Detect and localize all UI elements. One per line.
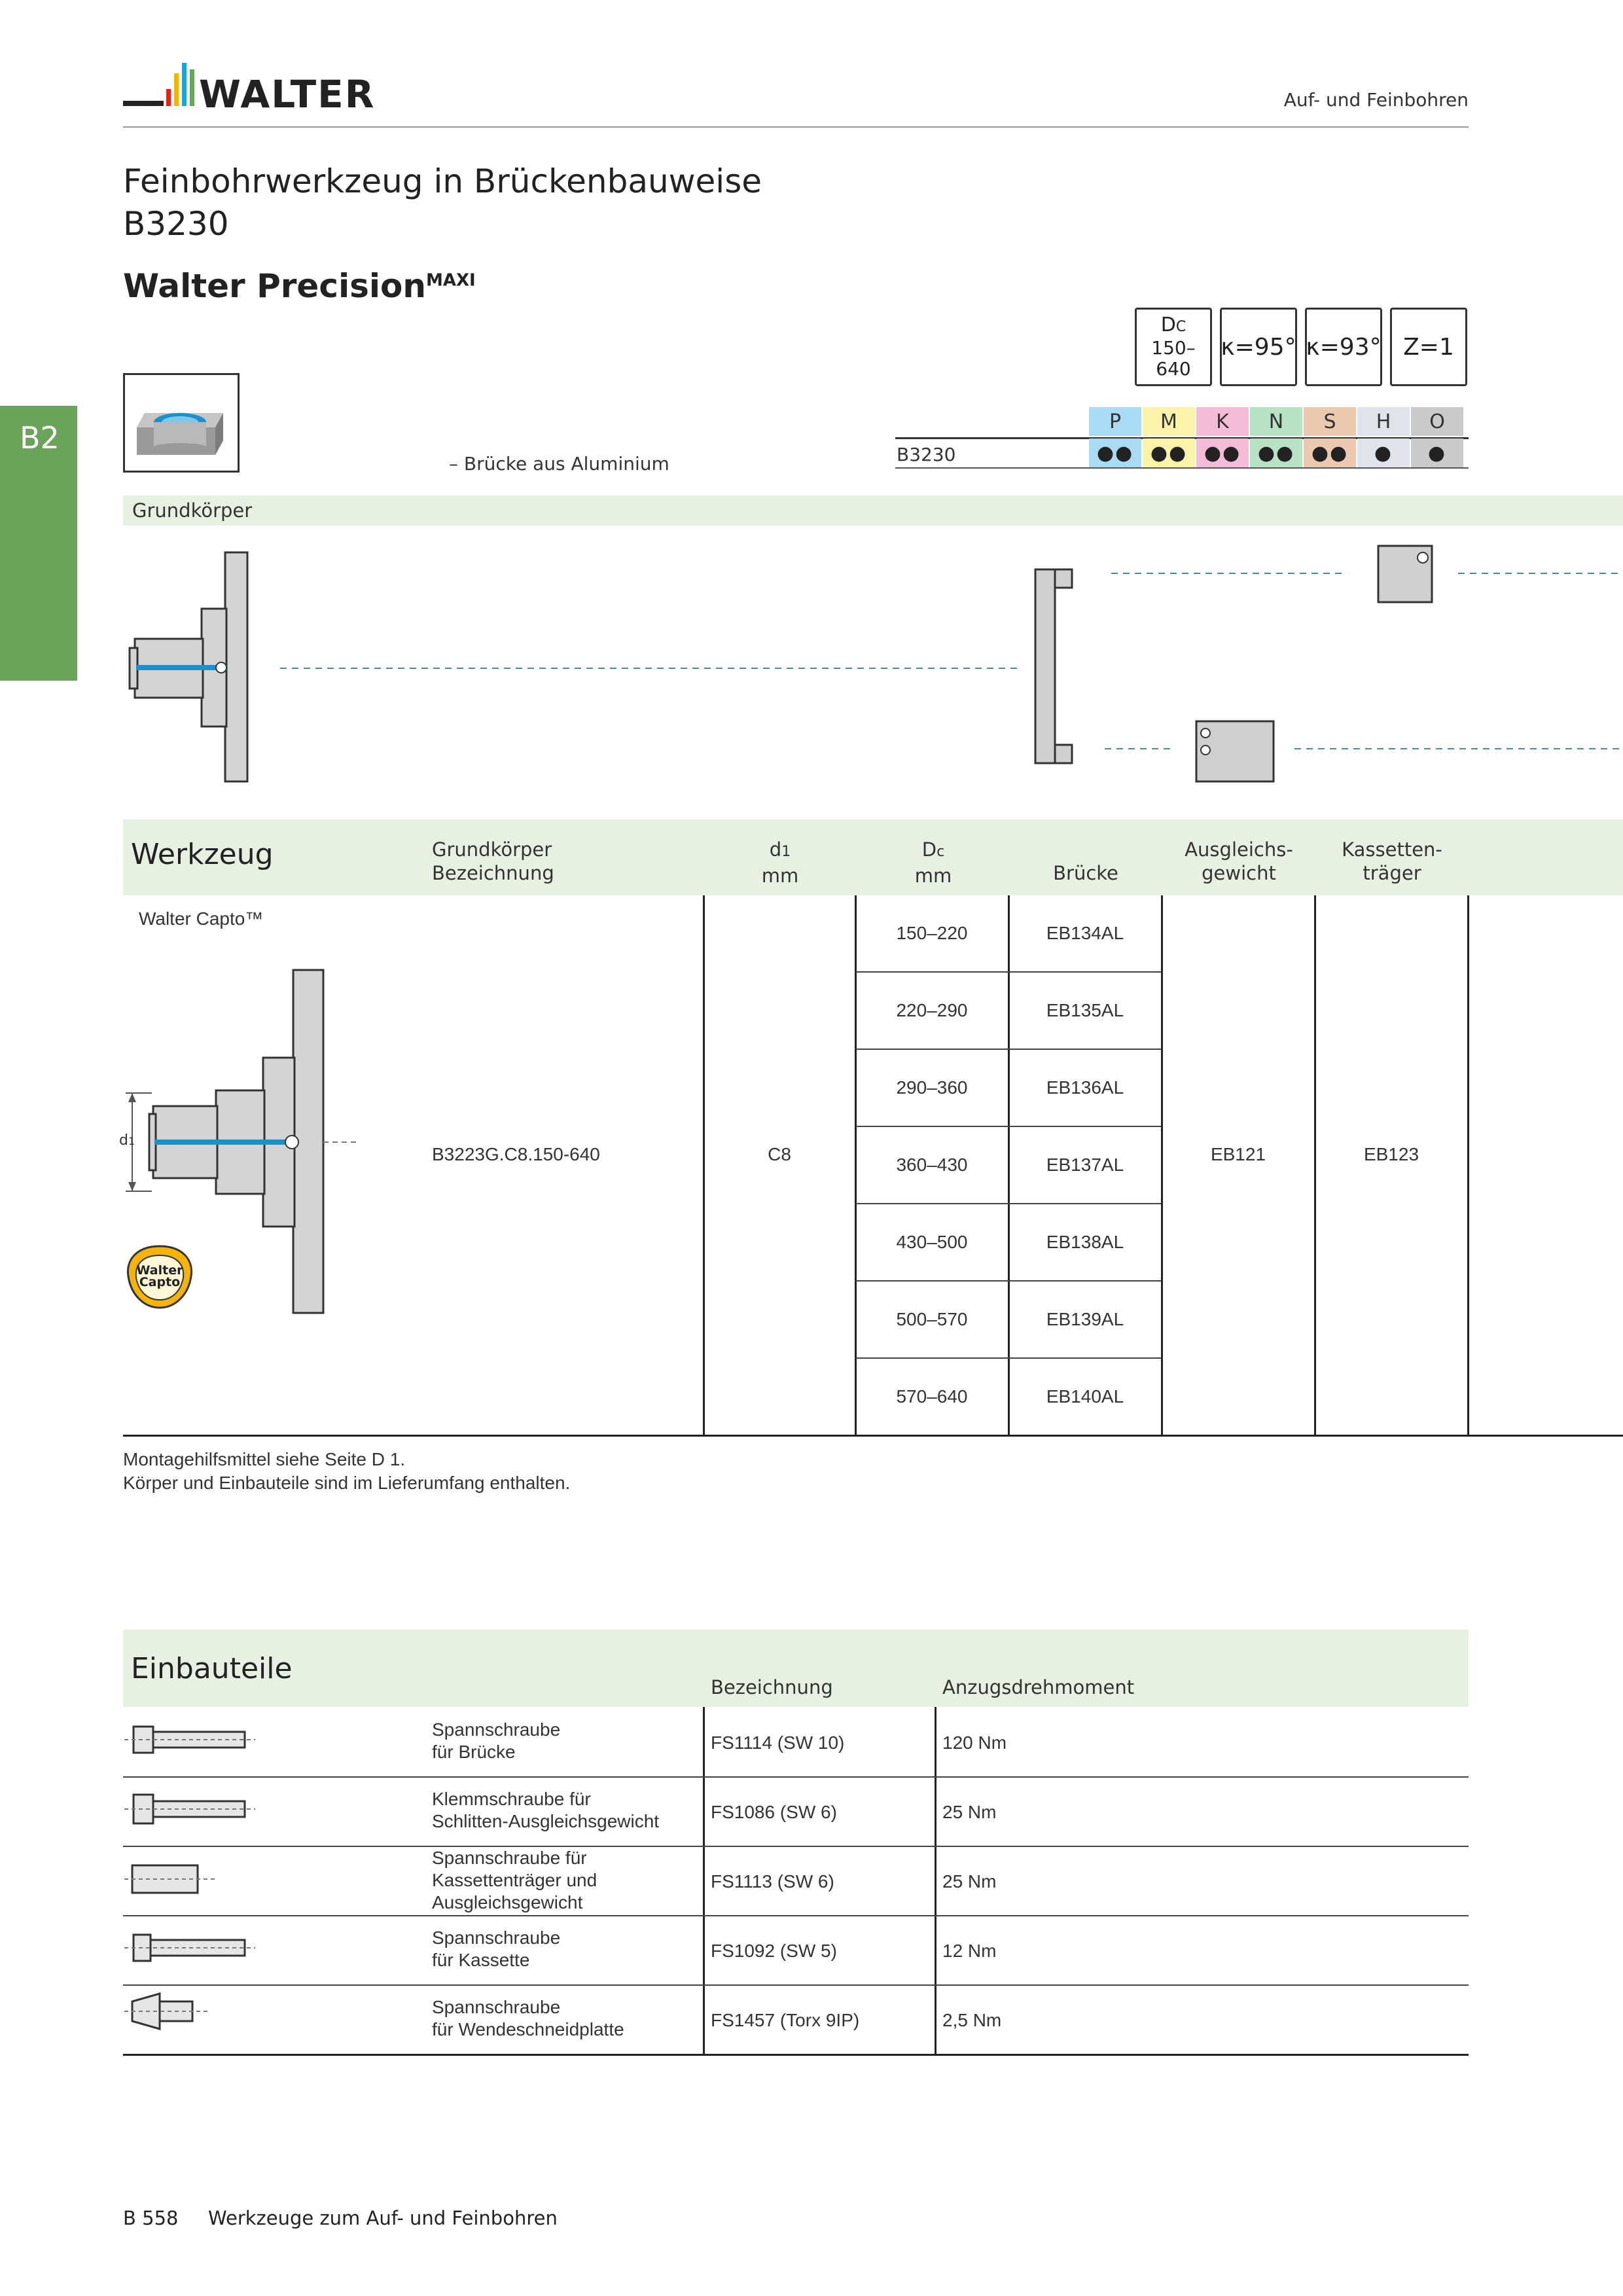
rating-p-dots: ●● <box>1096 441 1134 465</box>
bridge-material-note: – Brücke aus Aluminium <box>449 453 669 475</box>
section-title: Auf- und Feinbohren <box>1283 89 1469 111</box>
capto-badge-line1: Walter <box>136 1263 183 1278</box>
part-desc-line: Kassettenträger und <box>432 1870 597 1890</box>
tool-table-divider <box>1314 895 1316 1436</box>
spec-kappa95-box <box>1220 308 1297 386</box>
col-grundkoerper-line2: Bezeichnung <box>432 862 554 884</box>
col-ausgleich-header <box>1162 838 1315 885</box>
material-n <box>1250 407 1302 436</box>
material-n-letter: N <box>1268 410 1284 433</box>
col-torque-header: Anzugsdrehmoment <box>942 1676 1135 1698</box>
col-ausgleich-line1: Ausgleichs- <box>1185 838 1293 861</box>
spec-dc-label: D <box>1160 313 1176 336</box>
part-desc-line: für Kassette <box>432 1950 530 1970</box>
spec-dc-sub: C <box>1175 318 1186 335</box>
material-s <box>1304 407 1356 436</box>
dc-range-cell: 220–290 <box>896 1000 968 1020</box>
parts-row-divider <box>123 1984 1469 1986</box>
col-kassette-line1: Kassetten- <box>1342 838 1442 861</box>
part-desc-line: Schlitten-Ausgleichsgewicht <box>432 1811 660 1831</box>
col-ausgleich-line2: gewicht <box>1202 862 1276 884</box>
parts-row-divider <box>123 1915 1469 1916</box>
tool-table-divider <box>703 895 705 1436</box>
d1-dim-sub: 1 <box>128 1135 135 1147</box>
spec-z: Z=1 <box>1403 333 1454 361</box>
page-subtitle: B3230 <box>123 205 229 243</box>
rating-n <box>1250 439 1302 467</box>
ausgleich-value: EB121 <box>1210 1144 1266 1164</box>
capto-badge <box>123 1242 196 1310</box>
footer-title: Werkzeuge zum Auf- und Feinbohren <box>208 2207 558 2229</box>
page-number: B 558 <box>123 2207 179 2229</box>
part-description <box>432 1719 560 1763</box>
dc-range-cell: 360–430 <box>896 1155 968 1175</box>
part-code: FS1113 (SW 6) <box>711 1871 834 1892</box>
rating-p <box>1089 439 1141 467</box>
col-d1-letter: d <box>769 838 782 861</box>
rating-o <box>1411 439 1463 467</box>
material-row-label: B3230 <box>897 444 956 465</box>
brand-name: Walter Precision <box>123 267 426 305</box>
brand-title <box>123 267 476 305</box>
d1-dimension-label <box>119 1132 135 1149</box>
parts-table-bottom-rule <box>123 2054 1469 2056</box>
part-desc-line: Spannschraube <box>432 1928 561 1948</box>
capto-system-label: Walter Capto™ <box>139 908 264 929</box>
parts-table-divider <box>935 1707 936 2055</box>
bruecke-cell: EB134AL <box>1046 923 1124 943</box>
col-grundkoerper-line1: Grundkörper <box>432 838 552 861</box>
col-kassette-header <box>1315 838 1469 885</box>
part-desc-line: Spannschraube <box>432 1719 561 1740</box>
material-s-letter: S <box>1323 410 1336 433</box>
col-d1-sub: 1 <box>781 844 791 860</box>
bruecke-cell: EB140AL <box>1046 1386 1124 1407</box>
rating-m <box>1143 439 1195 467</box>
grundkoerper-section-bar <box>123 495 1623 526</box>
part-desc-line: für Brücke <box>432 1742 516 1762</box>
col-d1-unit: mm <box>761 865 799 887</box>
part-description <box>432 1996 624 2041</box>
part-torque: 12 Nm <box>942 1941 997 1961</box>
material-h-letter: H <box>1376 410 1391 433</box>
col-kassette-line2: träger <box>1363 862 1421 884</box>
part-desc-line: Spannschraube <box>432 1997 561 2017</box>
spec-kappa95: κ=95° <box>1221 333 1296 361</box>
part-description <box>432 1788 659 1833</box>
rating-k-dots: ●● <box>1204 441 1241 465</box>
screw-drawings <box>124 1720 255 2034</box>
col-dc-unit: mm <box>914 865 952 887</box>
bore-operation-icon <box>123 373 240 473</box>
dc-range-cell: 570–640 <box>896 1386 968 1407</box>
spec-z-box <box>1390 308 1467 386</box>
part-description <box>432 1927 560 1971</box>
part-code: FS1086 (SW 6) <box>711 1802 837 1822</box>
bruecke-cell: EB138AL <box>1046 1232 1124 1252</box>
bruecke-cell: EB136AL <box>1046 1077 1124 1098</box>
kassette-value: EB123 <box>1363 1144 1419 1164</box>
bruecke-cell: EB135AL <box>1046 1000 1124 1020</box>
part-desc-line: Spannschraube für <box>432 1848 587 1868</box>
material-m-letter: M <box>1160 410 1177 433</box>
material-k <box>1196 407 1249 436</box>
part-code: FS1092 (SW 5) <box>711 1941 837 1961</box>
tool-section-title: Werkzeug <box>131 838 274 871</box>
d1-value: C8 <box>768 1144 791 1164</box>
spec-dc-range2: 640 <box>1156 357 1191 380</box>
rating-h-dots: ● <box>1374 441 1393 465</box>
row-divider <box>856 1280 1161 1282</box>
col-bezeichnung-header: Bezeichnung <box>711 1676 833 1698</box>
tool-table-divider <box>1467 895 1469 1436</box>
col-dc-sub: c <box>936 844 945 860</box>
row-divider <box>856 1049 1161 1050</box>
rating-h <box>1357 439 1410 467</box>
material-h <box>1357 407 1410 436</box>
col-bruecke-header: Brücke <box>1053 862 1118 884</box>
rating-s <box>1304 439 1356 467</box>
row-divider <box>856 971 1161 973</box>
part-torque: 25 Nm <box>942 1802 997 1822</box>
dc-range-cell: 500–570 <box>896 1309 968 1329</box>
part-torque: 2,5 Nm <box>942 2010 1002 2030</box>
chapter-tab-label: B2 <box>20 420 60 456</box>
parts-row-divider <box>123 1846 1469 1847</box>
row-divider <box>856 1357 1161 1359</box>
col-dc-header <box>856 838 1010 888</box>
dc-range-cell: 290–360 <box>896 1077 968 1098</box>
material-bottom-rule <box>895 467 1469 469</box>
rating-m-dots: ●● <box>1150 441 1188 465</box>
tool-table-divider <box>1161 895 1163 1436</box>
material-o <box>1411 407 1463 436</box>
part-desc-line: Ausgleichsgewicht <box>432 1892 583 1912</box>
part-code: FS1114 (SW 10) <box>711 1732 845 1753</box>
rating-o-dots: ● <box>1427 441 1447 465</box>
part-description <box>432 1847 597 1914</box>
spec-kappa93: κ=93° <box>1306 333 1382 361</box>
rating-s-dots: ●● <box>1311 441 1349 465</box>
chapter-tab <box>0 406 77 681</box>
row-divider <box>856 1203 1161 1204</box>
tool-table-bottom-rule <box>123 1435 1623 1437</box>
material-p <box>1089 407 1141 436</box>
rating-k <box>1196 439 1249 467</box>
part-desc-line: für Wendeschneidplatte <box>432 2019 624 2039</box>
material-p-letter: P <box>1109 410 1122 433</box>
part-code: FS1457 (Torx 9IP) <box>711 2010 860 2030</box>
row-divider <box>856 1126 1161 1127</box>
capto-badge-line2: Capto <box>139 1275 181 1289</box>
note-assembly: Montagehilfsmittel siehe Seite D 1. <box>123 1449 406 1469</box>
logo-text: WALTER <box>199 72 376 113</box>
col-dc-letter: D <box>921 838 937 861</box>
header-divider <box>123 126 1469 128</box>
part-desc-line: Klemmschraube für <box>432 1789 591 1809</box>
assembly-drawing <box>123 537 1623 812</box>
page-title: Feinbohrwerkzeug in Brückenbauweise <box>123 162 762 200</box>
parts-row-divider <box>123 1776 1469 1778</box>
col-d1-header <box>703 838 857 888</box>
material-k-letter: K <box>1216 410 1229 433</box>
walter-logo <box>123 60 398 113</box>
rating-n-dots: ●● <box>1257 441 1295 465</box>
bruecke-cell: EB137AL <box>1046 1155 1124 1175</box>
grundkoerper-value: B3223G.C8.150-640 <box>432 1144 600 1164</box>
spec-kappa93-box <box>1305 308 1382 386</box>
note-scope: Körper und Einbauteile sind im Lieferumfang enthalten. <box>123 1473 571 1493</box>
spec-diameter-box <box>1135 308 1212 386</box>
material-m <box>1143 407 1195 436</box>
parts-table-divider <box>703 1707 705 2055</box>
dc-range-cell: 430–500 <box>896 1232 968 1252</box>
dc-range-cell: 150–220 <box>896 923 968 943</box>
material-o-letter: O <box>1429 410 1445 433</box>
part-torque: 120 Nm <box>942 1732 1007 1753</box>
part-torque: 25 Nm <box>942 1871 997 1892</box>
parts-section-title: Einbauteile <box>131 1652 293 1685</box>
bruecke-cell: EB139AL <box>1046 1309 1124 1329</box>
spec-dc-range1: 150– <box>1151 336 1196 359</box>
brand-suffix: MAXI <box>425 270 476 291</box>
grundkoerper-bar-label: Grundkörper <box>132 499 253 522</box>
d1-dim-letter: d <box>119 1132 128 1149</box>
col-grundkoerper-header <box>432 838 554 885</box>
